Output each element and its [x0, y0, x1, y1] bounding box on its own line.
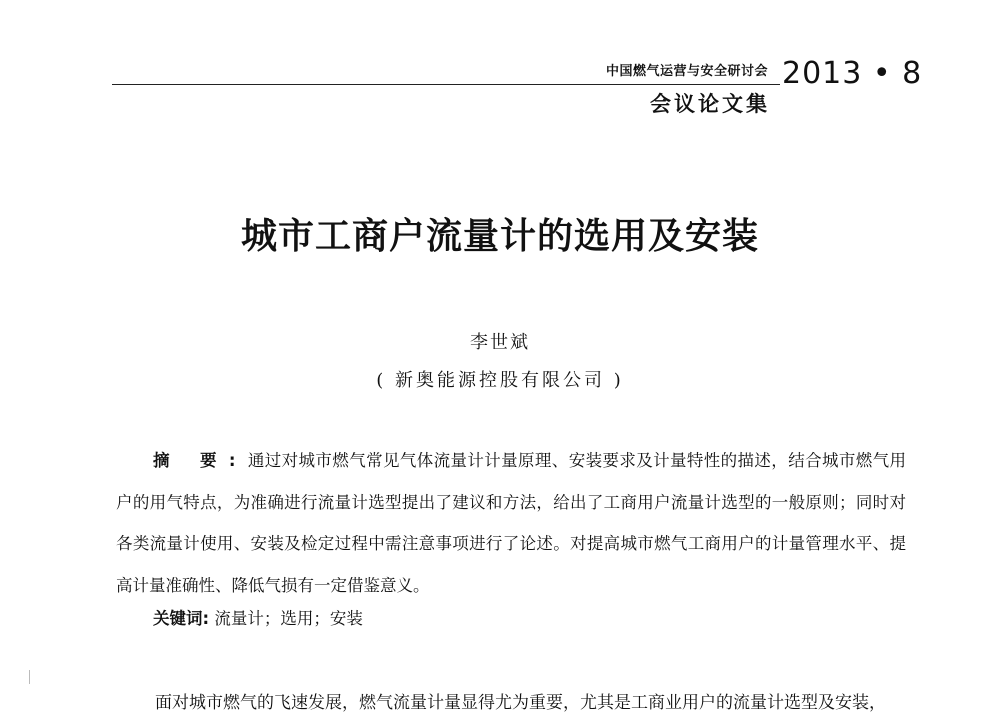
author-name: 李世斌 — [470, 332, 530, 353]
header-rule — [112, 84, 780, 85]
body-paragraph: 面对城市燃气的飞速发展，燃气流量计量显得尤为重要，尤其是工商业用户的流量计选型及安装， — [155, 693, 886, 713]
proceedings-label: 会议论文集 — [650, 92, 770, 116]
abstract-text: 通过对城市燃气常见气体流量计计量原理、安装要求及计量特性的描述，结合城市燃气用户的用气特点，为准确进行流量计选型提出了建议和方法，给出了工商用户流量计选型的一般原则；同时对各类流量计使用、安装及检定过程中需注意事项进行了论述。对提高城市燃气工商用户的计量管理水平、提高计量准确性、降低气损有一定借鉴意义。 — [116, 451, 907, 595]
author-affiliation: ( 新奥能源控股有限公司 ) — [376, 370, 624, 391]
abstract — [116, 440, 906, 606]
margin-mark — [29, 670, 30, 684]
keywords — [153, 605, 363, 629]
paper-title: 城市工商户流量计的选用及安装 — [240, 215, 759, 257]
keywords-text: 流量计；选用；安装 — [214, 609, 363, 628]
keywords-label: 关键词: — [153, 609, 210, 628]
abstract-label: 摘 要: — [153, 451, 248, 470]
year-issue: 2013 • 8 — [782, 56, 923, 91]
conference-name: 中国燃气运营与安全研讨会 — [605, 64, 768, 79]
